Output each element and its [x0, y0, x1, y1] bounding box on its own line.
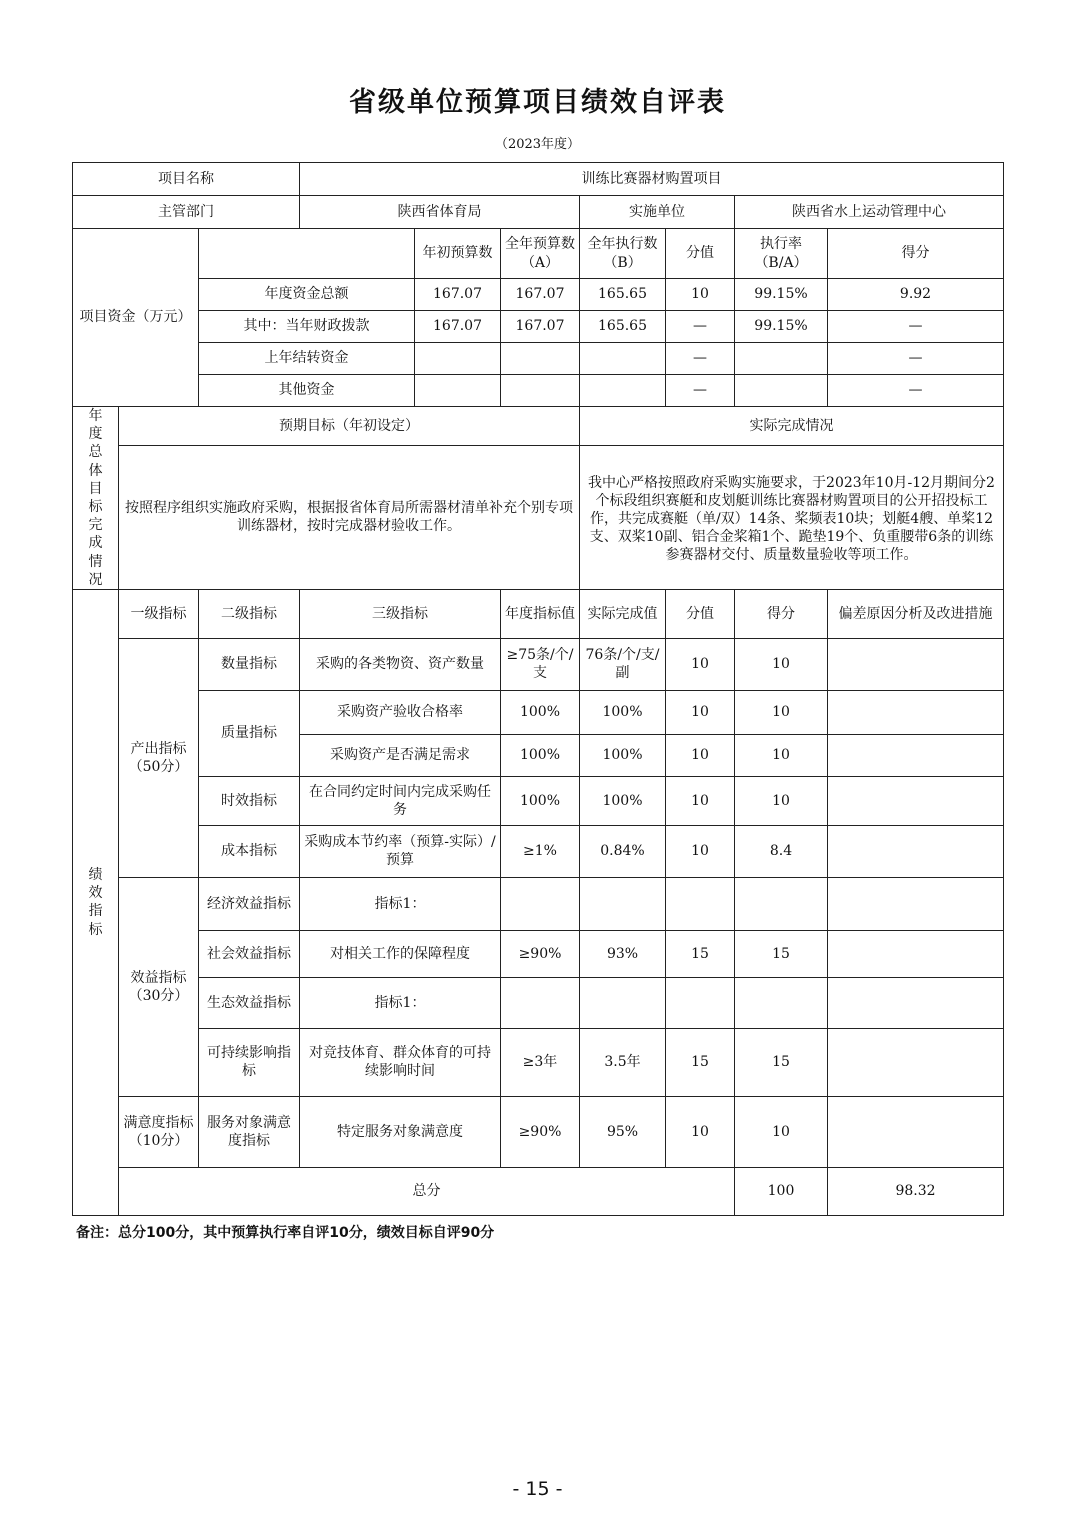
got-cell: 10: [735, 638, 828, 690]
funds-header-row: [73, 229, 1004, 279]
indicator-row: [73, 877, 1004, 930]
actual-cell: [580, 877, 666, 930]
got-cell: 8.4: [735, 825, 828, 877]
funds-row: [73, 343, 1004, 375]
level2-cell: 成本指标: [199, 825, 300, 877]
funds-label: 项目资金（万元）: [73, 229, 199, 407]
got-cell: 10: [735, 734, 828, 776]
got-cell: 15: [735, 930, 828, 977]
score-cell: 15: [666, 1028, 735, 1096]
indicator-header-row: [73, 589, 1004, 638]
level3-cell: 指标1：: [300, 877, 501, 930]
funds-cell: [415, 343, 501, 375]
actual-cell: 100%: [580, 776, 666, 825]
dept-label: 主管部门: [73, 196, 300, 229]
note-cell: [828, 638, 1004, 690]
level2-cell: 生态效益指标: [199, 977, 300, 1028]
indicator-header: 三级指标: [300, 589, 501, 638]
level1-benefit: 效益指标（30分）: [119, 877, 199, 1096]
note-cell: [828, 1096, 1004, 1167]
funds-cell: [501, 375, 580, 407]
level3-cell: 指标1：: [300, 977, 501, 1028]
note-cell: [828, 877, 1004, 930]
note-cell: [828, 930, 1004, 977]
indicator-header: 一级指标: [119, 589, 199, 638]
funds-cell: 165.65: [580, 311, 666, 343]
level3-cell: 采购资产是否满足需求: [300, 734, 501, 776]
got-cell: [735, 877, 828, 930]
page-title: 省级单位预算项目绩效自评表: [349, 87, 726, 118]
indicator-header: 实际完成值: [580, 589, 666, 638]
total-got: 98.32: [828, 1167, 1004, 1215]
indicator-header: 得分: [735, 589, 828, 638]
report-year: （2023年度）: [494, 137, 581, 152]
expected-goal-label: 预期目标（年初设定）: [119, 407, 580, 446]
target-cell: 100%: [501, 734, 580, 776]
actual-result-text: 我中心严格按照政府采购实施要求，于2023年10月-12月期间分2个标段组织赛艇和皮划艇训练比赛器材购置项目的公开招投标工作，共完成赛艇（单/双）14条、桨频表10块；划艇4艘、单桨12支、双桨10副、铝合金桨箱1个、跪垫19个、负重腰带6条的训练参赛器材交付、质量数量验收等项工作。: [580, 445, 1004, 589]
funds-cell: 165.65: [580, 279, 666, 311]
funds-header-blank: [199, 229, 415, 279]
indicator-header: 偏差原因分析及改进措施: [828, 589, 1004, 638]
level3-cell: 采购成本节约率（预算-实际）/预算: [300, 825, 501, 877]
funds-cell: 167.07: [415, 311, 501, 343]
indicator-row: [73, 690, 1004, 734]
funds-header: 得分: [828, 229, 1004, 279]
actual-result-label: 实际完成情况: [580, 407, 1004, 446]
funds-header: 年初预算数: [415, 229, 501, 279]
score-cell: [666, 977, 735, 1028]
score-cell: 10: [666, 638, 735, 690]
actual-cell: 100%: [580, 734, 666, 776]
funds-cell: 99.15%: [735, 279, 828, 311]
total-label: 总分: [119, 1167, 735, 1215]
level3-cell: 特定服务对象满意度: [300, 1096, 501, 1167]
project-name-value: 训练比赛器材购置项目: [300, 163, 1004, 196]
got-cell: [735, 977, 828, 1028]
target-cell: ≥75条/个/支: [501, 638, 580, 690]
indicator-row: [73, 638, 1004, 690]
funds-cell: —: [666, 343, 735, 375]
funds-row-name: 其他资金: [199, 375, 415, 407]
funds-cell: —: [828, 343, 1004, 375]
level2-cell: 可持续影响指标: [199, 1028, 300, 1096]
impl-label: 实施单位: [580, 196, 735, 229]
got-cell: 10: [735, 1096, 828, 1167]
target-cell: [501, 877, 580, 930]
funds-row-name: 其中：当年财政拨款: [199, 311, 415, 343]
got-cell: 10: [735, 690, 828, 734]
target-cell: ≥90%: [501, 930, 580, 977]
actual-cell: 100%: [580, 690, 666, 734]
footnote: 备注：总分100分，其中预算执行率自评10分，绩效目标自评90分: [76, 1225, 495, 1241]
target-cell: 100%: [501, 776, 580, 825]
target-cell: ≥1%: [501, 825, 580, 877]
indicator-row: [73, 825, 1004, 877]
indicator-row: [73, 776, 1004, 825]
note-cell: [828, 690, 1004, 734]
indicator-row: [73, 977, 1004, 1028]
score-cell: [666, 877, 735, 930]
actual-cell: [580, 977, 666, 1028]
funds-row-name: 年度资金总额: [199, 279, 415, 311]
got-cell: 10: [735, 776, 828, 825]
page-number: - 15 -: [512, 1478, 563, 1500]
actual-cell: 93%: [580, 930, 666, 977]
funds-cell: 167.07: [501, 279, 580, 311]
funds-row-name: 上年结转资金: [199, 343, 415, 375]
target-cell: ≥3年: [501, 1028, 580, 1096]
funds-cell: [415, 375, 501, 407]
level1-output: 产出指标（50分）: [119, 638, 199, 877]
indicator-header: 二级指标: [199, 589, 300, 638]
level2-cell: 社会效益指标: [199, 930, 300, 977]
actual-cell: 3.5年: [580, 1028, 666, 1096]
score-cell: 10: [666, 776, 735, 825]
total-score: 100: [735, 1167, 828, 1215]
note-cell: [828, 825, 1004, 877]
score-cell: 10: [666, 825, 735, 877]
expected-goal-text: 按照程序组织实施政府采购，根据报省体育局所需器材清单补充个别专项训练器材，按时完成器材验收工作。: [119, 445, 580, 589]
level3-cell: 对竞技体育、群众体育的可持续影响时间: [300, 1028, 501, 1096]
funds-cell: [580, 375, 666, 407]
level3-cell: 采购的各类物资、资产数量: [300, 638, 501, 690]
project-name-row: [73, 163, 1004, 196]
level2-cell: 质量指标: [199, 690, 300, 776]
project-name-label: 项目名称: [73, 163, 300, 196]
funds-cell: —: [666, 375, 735, 407]
funds-header: 全年执行数（B）: [580, 229, 666, 279]
evaluation-table: [72, 162, 1004, 1216]
indicator-header: 分值: [666, 589, 735, 638]
actual-cell: 95%: [580, 1096, 666, 1167]
indicator-row: [73, 930, 1004, 977]
score-cell: 15: [666, 930, 735, 977]
goals-header-row: [73, 407, 1004, 446]
note-cell: [828, 734, 1004, 776]
score-cell: 10: [666, 690, 735, 734]
target-cell: [501, 977, 580, 1028]
got-cell: 15: [735, 1028, 828, 1096]
level2-cell: 时效指标: [199, 776, 300, 825]
indicator-row: [73, 1028, 1004, 1096]
note-cell: [828, 977, 1004, 1028]
funds-row: [73, 375, 1004, 407]
indicator-header: 年度指标值: [501, 589, 580, 638]
funds-cell: [501, 343, 580, 375]
funds-cell: 10: [666, 279, 735, 311]
funds-cell: 9.92: [828, 279, 1004, 311]
funds-header: 全年预算数（A）: [501, 229, 580, 279]
target-cell: 100%: [501, 690, 580, 734]
funds-cell: [580, 343, 666, 375]
funds-cell: —: [828, 375, 1004, 407]
total-row: [73, 1167, 1004, 1215]
level1-satisfaction: 满意度指标（10分）: [119, 1096, 199, 1167]
note-cell: [828, 776, 1004, 825]
score-cell: 10: [666, 1096, 735, 1167]
indicators-label: 绩效指标: [73, 589, 119, 1215]
level3-cell: 在合同约定时间内完成采购任务: [300, 776, 501, 825]
level2-cell: 经济效益指标: [199, 877, 300, 930]
funds-cell: 167.07: [415, 279, 501, 311]
dept-row: [73, 196, 1004, 229]
impl-value: 陕西省水上运动管理中心: [735, 196, 1004, 229]
funds-cell: —: [666, 311, 735, 343]
note-cell: [828, 1028, 1004, 1096]
funds-row: [73, 279, 1004, 311]
target-cell: ≥90%: [501, 1096, 580, 1167]
level2-cell: 服务对象满意度指标: [199, 1096, 300, 1167]
level3-cell: 对相关工作的保障程度: [300, 930, 501, 977]
level2-cell: 数量指标: [199, 638, 300, 690]
level3-cell: 采购资产验收合格率: [300, 690, 501, 734]
funds-cell: 167.07: [501, 311, 580, 343]
goals-label: 年度总体目标完成情况: [73, 407, 119, 590]
funds-cell: —: [828, 311, 1004, 343]
funds-header: 分值: [666, 229, 735, 279]
actual-cell: 76条/个/支/副: [580, 638, 666, 690]
indicator-row: [73, 1096, 1004, 1167]
funds-cell: [735, 343, 828, 375]
funds-header: 执行率（B/A）: [735, 229, 828, 279]
dept-value: 陕西省体育局: [300, 196, 580, 229]
score-cell: 10: [666, 734, 735, 776]
goals-content-row: [73, 445, 1004, 589]
funds-cell: 99.15%: [735, 311, 828, 343]
actual-cell: 0.84%: [580, 825, 666, 877]
funds-cell: [735, 375, 828, 407]
funds-row: [73, 311, 1004, 343]
